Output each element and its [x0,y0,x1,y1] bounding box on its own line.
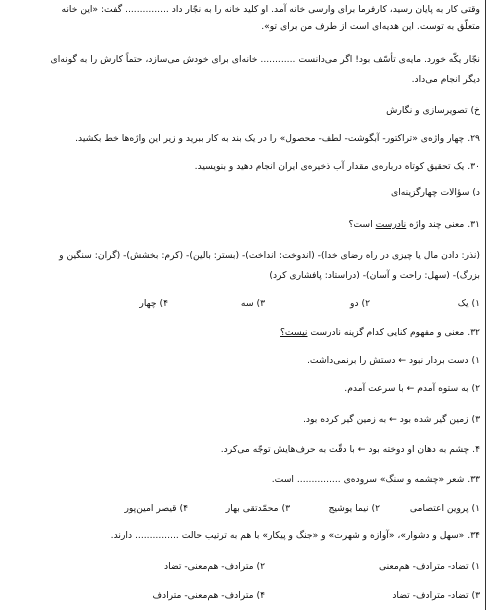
question-31-info-2: بزرگ)- (سهل: راحت و آسان)- (دراستاد: پافشاری کرد) [269,270,480,281]
q33-option-4[interactable]: ۴) قیصر امین‌پور [124,503,188,514]
story-line-4: دیگر انجام می‌داد. [411,74,480,85]
q32-option-2[interactable]: ۲) به ستوه آمدم ← با سرعت آمدم. [344,383,480,394]
question-32 [36,327,480,338]
q34-option-4[interactable]: ۴) مترادف- هم‌معنی- مترادف [152,590,265,601]
question-33: ۳۳. شعر «چشمه و سنگ» سروده‌ی ............... است. [271,474,480,485]
q32-option-1[interactable]: ۱) دست بردار نبود ← دستش را برنمی‌داشت. [306,355,480,366]
q32-option-3[interactable]: ۳) زمین گیر شده بود ← به زمین گیر کرده بود. [303,414,480,425]
question-31 [36,219,480,230]
question-32-text-before: ۳۲. معنی و مفهوم کنایی کدام گزینه نادرست [307,327,480,338]
question-31-text-after: است؟ [348,219,376,230]
story-line-3: نجّار یکّه خورد. مایه‌ی تأسّف بود! اگر می‌دانست ............ خانه‌ای برای خودش می‌سازد، حتماً کارش را به گونه‌ای [50,54,480,65]
q33-option-2[interactable]: ۲) نیما یوشیج [328,503,380,514]
q33-option-3[interactable]: ۳) محمّدتقی بهار [225,503,290,514]
q31-option-1[interactable]: ۱) یک [457,298,480,309]
q31-option-3[interactable]: ۳) سه [240,298,265,309]
q34-option-1[interactable]: ۱) تضاد- مترادف- هم‌معنی [378,561,480,572]
q31-option-2[interactable]: ۲) دو [350,298,370,309]
question-32-underlined: نیست؟ [280,327,308,338]
question-31-text-before: ۳۱. معنی چند واژه [406,219,480,230]
question-31-underlined: نادرست [375,219,407,230]
q32-option-4[interactable]: ۴. چشم به دهان او دوخته بود ← با دقّت به حرف‌هایش توجّه می‌کرد. [220,444,480,455]
question-30: ۳۰. یک تحقیق کوتاه درباره‌ی مقدار آب ذخیره‌ی ایران انجام دهید و بنویسید. [194,161,480,172]
story-line-1: وقتی کار به پایان رسید، کارفرما برای وارسی خانه آمد. او کلید خانه را به نجّار داد ............... گفت: «این خانه [61,4,480,15]
question-34: ۳۴. «سهل و دشوار»، «آوازه و شهرت» و «جنگ و پیکار» با هم به ترتیب حالت ............... دارند. [110,530,480,541]
q34-option-3[interactable]: ۳) تضاد- مترادف- تضاد [392,590,480,601]
q34-option-2[interactable]: ۲) مترادف- هم‌معنی- تضاد [163,561,265,572]
q31-option-4[interactable]: ۴) چهار [139,298,168,309]
q33-option-1[interactable]: ۱) پروین اعتصامی [409,503,480,514]
page-border [485,0,486,610]
section-d-title: د) سؤالات چهارگزینه‌ای [391,187,480,198]
section-kh-title: خ) تصویرسازی و نگارش [386,105,480,116]
story-line-2: متعلّق به توست. این هدیه‌ای است از طرف من برای تو». [261,21,480,32]
question-29: ۲۹. چهار واژه‌ی «تراکتور- آبگوشت- لطف- محصول» را در یک بند به کار ببرید و زیر این واژه‌ها خط بکشید. [75,133,480,144]
question-31-info-1: (نذر: دادن مال یا چیزی در راه رضای خدا)- (اندوخت: انداخت)- (بستر: بالین)- (کرم: بخشش)- (گران: سنگین و [59,250,480,261]
